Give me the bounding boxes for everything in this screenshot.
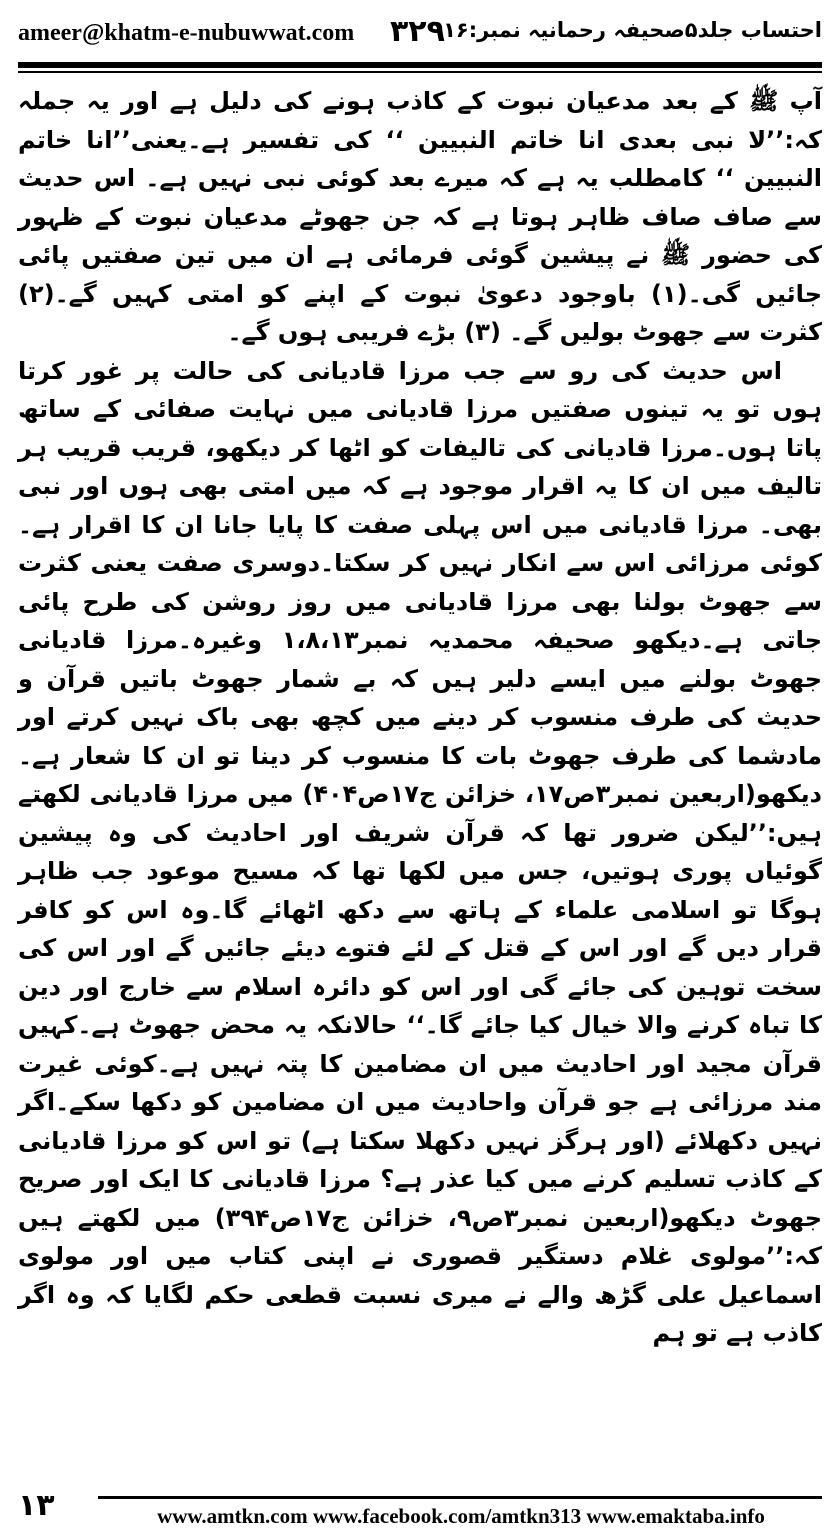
- page-header: [18, 12, 822, 58]
- header-page-number: ۳۲۹: [390, 14, 445, 49]
- paragraph-1: آپ ﷺ کے بعد مدعیان نبوت کے کاذب ہونے کی دلیل ہے اور یہ جملہ کہ:’’لا نبی بعدی انا خاتم النبیین ‘‘ کی تفسیر ہے۔یعنی’’انا خاتم النبیین ‘‘ کامطلب یہ ہے کہ میرے بعد کوئی نبی نہیں ہے۔ اس حدیث سے صاف صاف ظاہر ہوتا ہے کہ جن جھوٹے مدعیان نبوت کے ظہور کی حضور ﷺ نے پیشین گوئی فرمائی ہے ان میں تین صفتیں پائی جائیں گی۔(۱) باوجود دعویٰ نبوت کے اپنے کو امتی کہیں گے۔(۲) کثرت سے جھوٹ بولیں گے۔ (۳) بڑے فریبی ہوں گے۔: [18, 87, 822, 346]
- page-footer: [18, 1488, 822, 1532]
- paragraph-2: اس حدیث کی رو سے جب مرزا قادیانی کی حالت پر غور کرتا ہوں تو یہ تینوں صفتیں مرزا قادیانی میں نہایت صفائی کے ساتھ پاتا ہوں۔مرزا قادیانی کی تالیفات کو اٹھا کر دیکھو، قریب قریب ہر تالیف میں ان کا یہ اقرار موجود ہے کہ میں امتی بھی ہوں اور نبی بھی۔ مرزا قادیانی میں اس پہلی صفت کا پایا جانا ان کا اقرار ہے۔کوئی مرزائی اس سے انکار نہیں کر سکتا۔دوسری صفت یعنی کثرت سے جھوٹ بولنا بھی مرزا قادیانی میں روز روشن کی طرح پائی جاتی ہے۔دیکھو صحیفہ محمدیہ نمبر۱،۸،۱۳ وغیرہ۔مرزا قادیانی جھوٹ بولنے میں ایسے دلیر ہیں کہ بے شمار جھوٹ باتیں قرآن و حدیث کی طرف منسوب کر دینے میں کچھ بھی باک نہیں کرتے اور مادشما کی طرف جھوٹ بات کا منسوب کر دینا تو ان کا شعار ہے۔دیکھو(اربعین نمبر۳ص۱۷، خزائن ج۱۷ص۴۰۴) میں مرزا قادیانی لکھتے ہیں:’’لیکن ضرور تھا کہ قرآن شریف اور احادیث کی وہ پیشین گوئیاں پوری ہوتیں، جس میں لکھا تھا کہ مسیح موعود جب ظاہر ہوگا تو اسلامی علماء کے ہاتھ سے دکھ اٹھائے گا۔وہ اس کو کافر قرار دیں گے اور اس کے قتل کے لئے فتوے دیئے جائیں گے اور اس کی سخت توہین کی جائے گی اور اس کو دائرہ اسلام سے خارج اور دین کا تباہ کرنے والا خیال کیا جائے گا۔‘‘ حالانکہ یہ محض جھوٹ ہے۔کہیں قرآن مجید اور احادیث میں ان مضامین کا پتہ نہیں ہے۔کوئی غیرت مند مرزائی ہے جو قرآن واحادیث میں ان مضامین کو دکھا سکے۔اگر نہیں دکھلائے (اور ہرگز نہیں دکھلا سکتا ہے) تو اس کو مرزا قادیانی کے کاذب تسلیم کرنے میں کیا عذر ہے؟ مرزا قادیانی کا ایک اور صریح جھوٹ دیکھو(اربعین نمبر۳ص۹، خزائن ج۱۷ص۳۹۴) میں لکھتے ہیں کہ:’’مولوی غلام دستگیر قصوری نے اپنی کتاب میں اور مولوی اسماعیل علی گڑھ والے نے میری نسبت قطعی حکم لگایا کہ وہ اگر کاذب ہے تو ہم: [18, 356, 822, 1347]
- footer-links: www.amtkn.com www.facebook.com/amtkn313 www.emaktaba.info: [157, 1504, 765, 1528]
- body-text: [18, 82, 822, 1353]
- header-book-title: احتساب جلد۵صحیفہ رحمانیہ نمبر:۱۶: [443, 18, 822, 42]
- header-email: ameer@khatm-e-nubuwwat.com: [18, 20, 355, 46]
- header-rule-thick: [18, 62, 822, 68]
- footer-page-number: ۱۳: [18, 1488, 55, 1523]
- footer-rule: [98, 1496, 822, 1499]
- header-rule-thin: [18, 71, 822, 73]
